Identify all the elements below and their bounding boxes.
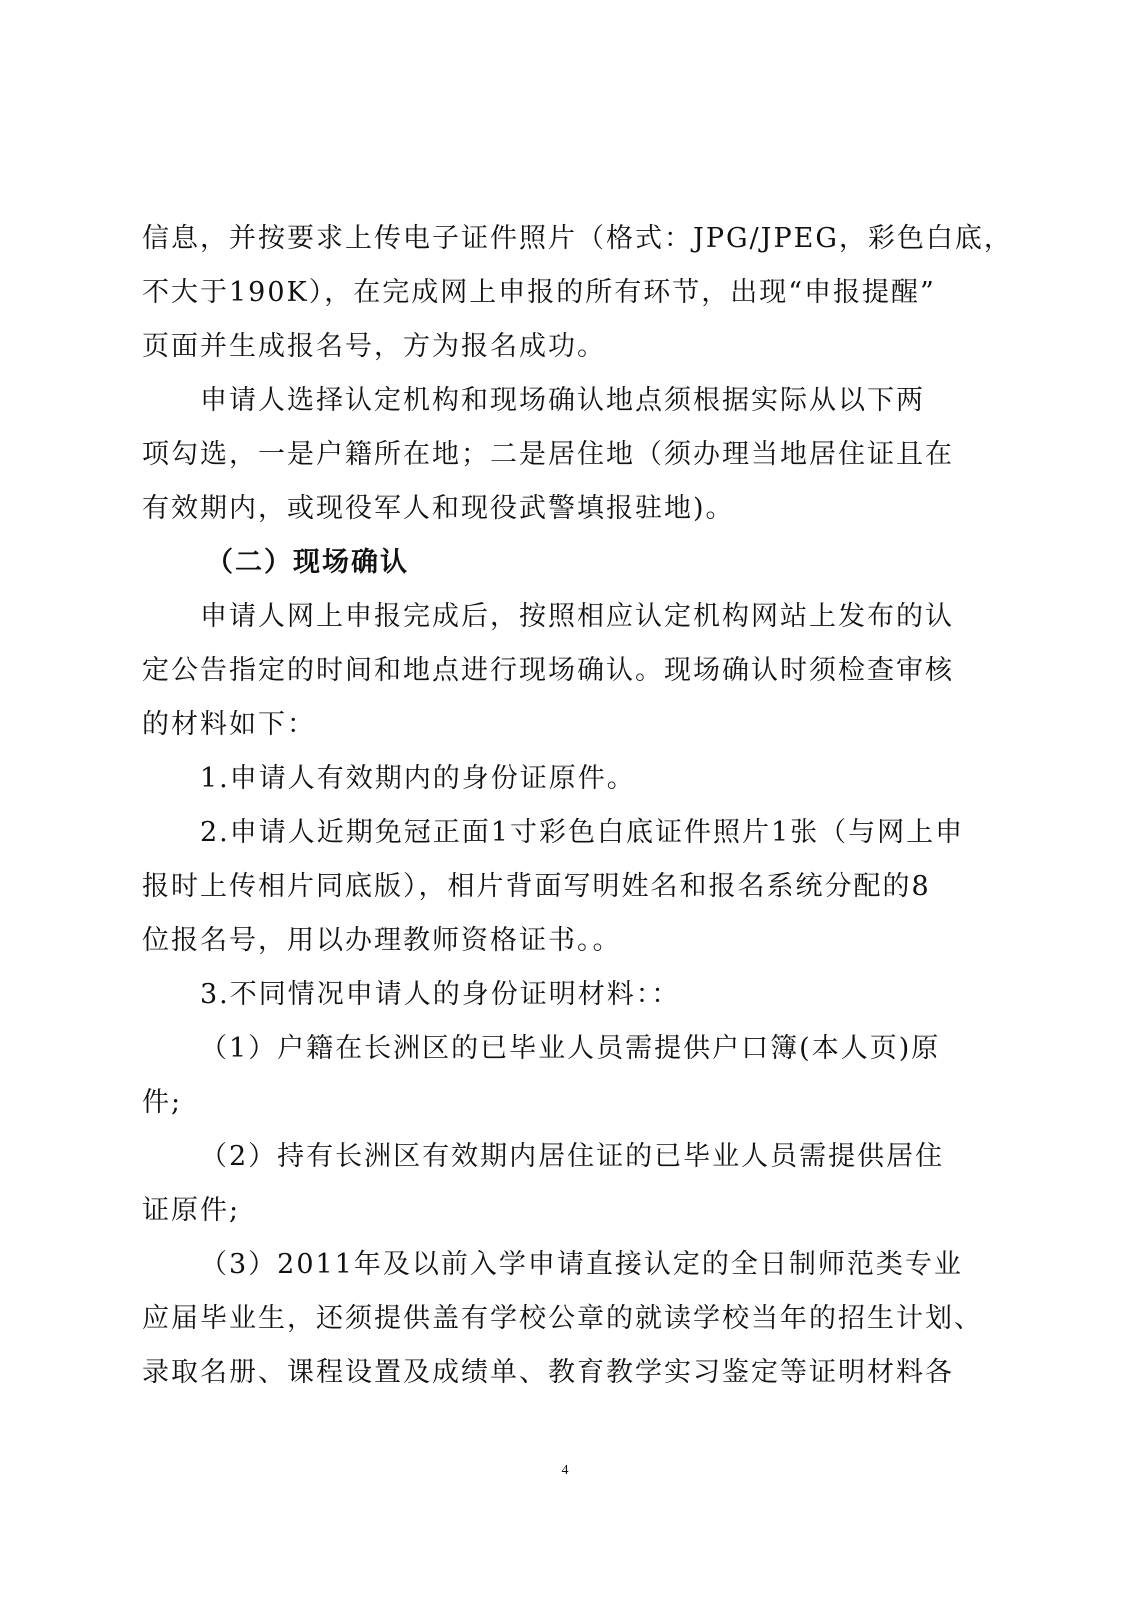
document-body: [142, 212, 1013, 1400]
body-line: 应届毕业生，还须提供盖有学校公章的就读学校当年的招生计划、: [142, 1303, 983, 1334]
page-number: 4: [561, 1463, 569, 1478]
body-line: 有效期内，或现役军人和现役武警填报驻地)。: [142, 493, 735, 524]
section-heading: （二）现场确认: [206, 547, 409, 578]
body-line: 定公告指定的时间和地点进行现场确认。现场确认时须检查审核: [142, 655, 954, 686]
body-line: 页面并生成报名号，方为报名成功。: [142, 331, 606, 362]
body-line: 件;: [142, 1087, 183, 1118]
sub-item-2: （2）持有长洲区有效期内居住证的已毕业人员需提供居住: [200, 1141, 945, 1172]
body-line: 位报名号，用以办理教师资格证书。。: [142, 925, 622, 956]
body-line: 证原件;: [142, 1195, 241, 1226]
list-item-1: 1.申请人有效期内的身份证原件。: [200, 763, 636, 794]
body-line: 的材料如下：: [142, 709, 316, 740]
body-line: 报时上传相片同底版），相片背面写明姓名和报名系统分配的8: [142, 871, 931, 902]
body-line: 信息，并按要求上传电子证件照片（格式：JPG/JPEG，彩色白底，: [142, 223, 1013, 254]
paragraph-start-line: 申请人选择认定机构和现场确认地点须根据实际从以下两: [200, 385, 925, 416]
paragraph-start-line: 申请人网上申报完成后，按照相应认定机构网站上发布的认: [200, 601, 954, 632]
body-line: 项勾选，一是户籍所在地；二是居住地（须办理当地居住证且在: [142, 439, 954, 470]
body-line: 录取名册、课程设置及成绩单、教育教学实习鉴定等证明材料各: [142, 1357, 954, 1388]
list-item-3: 3.不同情况申请人的身份证明材料：：: [200, 979, 681, 1010]
body-line: 不大于190K），在完成网上申报的所有环节，出现“申报提醒”: [142, 277, 936, 308]
sub-item-1: （1）户籍在长洲区的已毕业人员需提供户口簿(本人页)原: [200, 1033, 941, 1064]
list-item-2: 2.申请人近期免冠正面1寸彩色白底证件照片1张（与网上申: [200, 817, 965, 848]
sub-item-3: （3）2011年及以前入学申请直接认定的全日制师范类专业: [200, 1249, 963, 1280]
